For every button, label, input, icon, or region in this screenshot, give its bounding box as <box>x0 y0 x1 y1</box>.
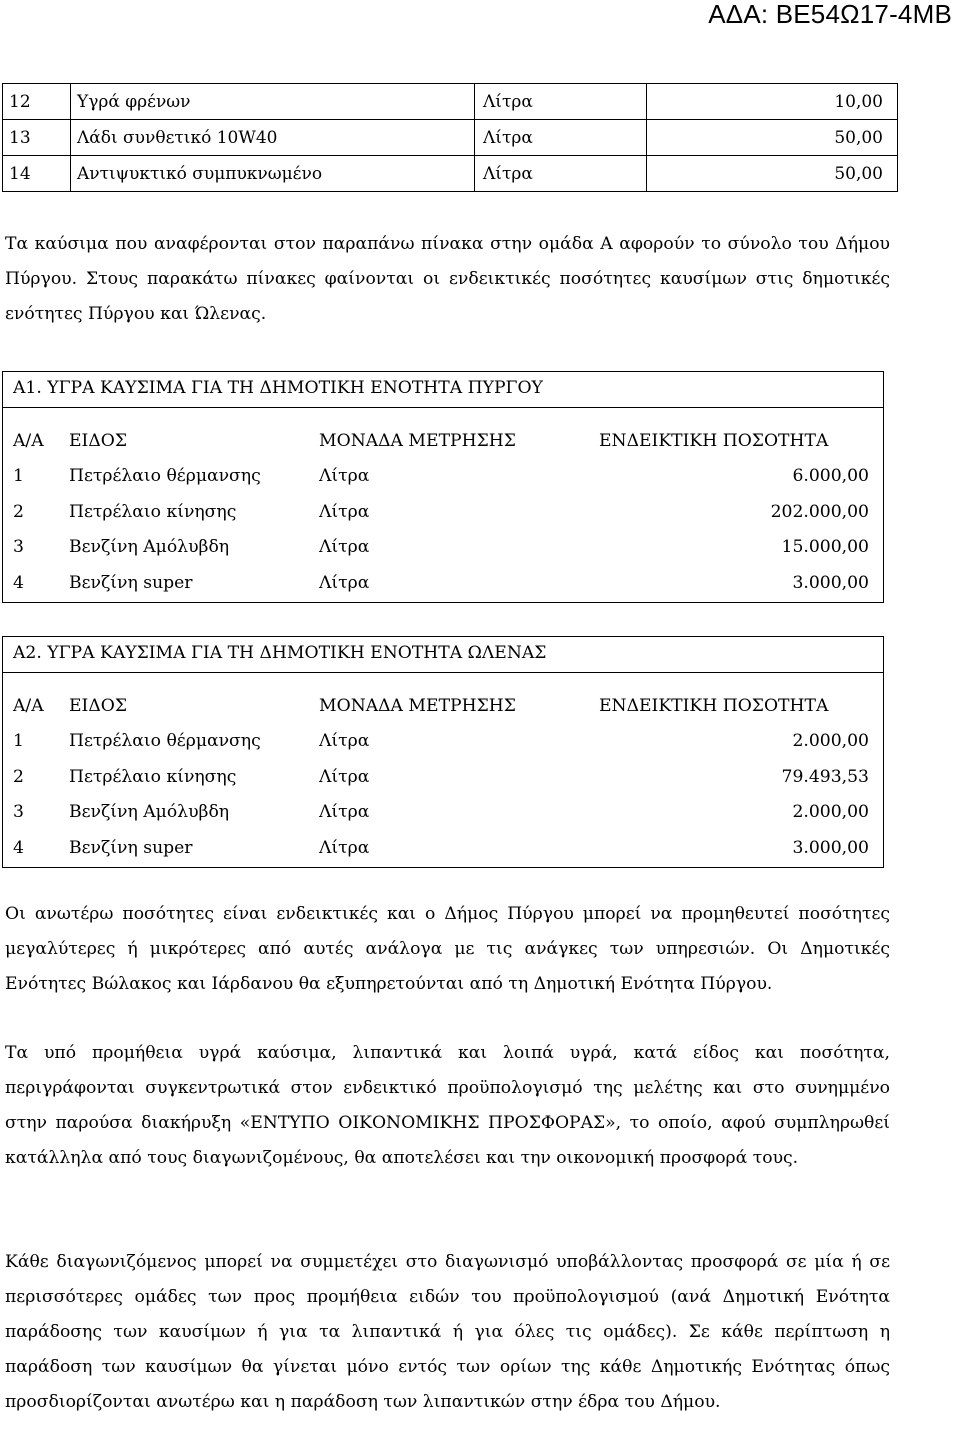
item-name: Πετρέλαιο θέρμανσης <box>69 731 261 751</box>
item-quantity: 3.000,00 <box>792 838 869 858</box>
item-unit: Λίτρα <box>319 731 370 751</box>
table-row <box>3 120 898 156</box>
lubricants-table <box>2 83 898 192</box>
item-unit: Λίτρα <box>475 84 647 120</box>
item-unit: Λίτρα <box>319 838 370 858</box>
table-header-row <box>3 690 883 725</box>
row-number: 3 <box>13 802 24 822</box>
header-item: ΕΙΔΟΣ <box>69 431 127 451</box>
table-row <box>3 531 883 566</box>
item-unit: Λίτρα <box>319 802 370 822</box>
fuel-table-olena <box>2 636 884 868</box>
row-number: 12 <box>3 84 71 120</box>
item-quantity: 79.493,53 <box>781 767 869 787</box>
item-quantity: 10,00 <box>647 84 898 120</box>
header-no: Α/Α <box>13 696 44 716</box>
item-unit: Λίτρα <box>319 466 370 486</box>
table-caption: Α2. ΥΓΡΑ ΚΑΥΣΙΜΑ ΓΙΑ ΤΗ ΔΗΜΟΤΙΚΗ ΕΝΟΤΗΤΑ ΩΛΕΝΑΣ <box>13 643 547 663</box>
row-number: 4 <box>13 838 24 858</box>
row-number: 2 <box>13 502 24 522</box>
item-quantity: 50,00 <box>647 156 898 192</box>
row-number: 1 <box>13 466 24 486</box>
item-name: Βενζίνη Αμόλυβδη <box>69 802 230 822</box>
item-unit: Λίτρα <box>319 537 370 557</box>
table-row <box>3 761 883 796</box>
item-name: Βενζίνη Αμόλυβδη <box>69 537 230 557</box>
ada-code: ΑΔΑ: ΒΕ54Ω17-4ΜΒ <box>708 0 952 29</box>
table-caption: Α1. ΥΓΡΑ ΚΑΥΣΙΜΑ ΓΙΑ ΤΗ ΔΗΜΟΤΙΚΗ ΕΝΟΤΗΤΑ ΠΥΡΓΟΥ <box>13 378 543 398</box>
paragraph-quantities-note: Οι ανωτέρω ποσότητες είναι ενδεικτικές και ο Δήμος Πύργου μπορεί να προμηθευτεί ποσότητες μεγαλύτερες ή μικρότερες από αυτές ανάλογα με τις ανάγκες των υπηρεσιών. Οι Δημοτικές Ενότητες Βώλακος και Ιάρδανου θα εξυπηρετούνται από τη Δημοτική Ενότητα Πύργου. <box>5 904 890 994</box>
item-quantity: 2.000,00 <box>792 731 869 751</box>
table-row <box>3 84 898 120</box>
paragraph-financial-offer: Τα υπό προμήθεια υγρά καύσιμα, λιπαντικά και λοιπά υγρά, κατά είδος και ποσότητα, περιγράφονται συγκεντρωτικά στον ενδεικτικό προϋπολογισμό της μελέτης και στο συνημμένο στην παρούσα διακήρυξη «ΕΝΤΥΠΟ ΟΙΚΟΝΟΜΙΚΗΣ ΠΡΟΣΦΟΡΑΣ», το οποίο, αφού συμπληρωθεί κατάλληλα από τους διαγωνιζομένους, θα αποτελέσει και την οικονομική προσφορά τους. <box>5 1043 890 1168</box>
item-name: Βενζίνη super <box>69 838 193 858</box>
item-name: Βενζίνη super <box>69 573 193 593</box>
table-row <box>3 796 883 831</box>
item-name: Αντιψυκτικό συμπυκνωμένο <box>71 156 475 192</box>
header-no: Α/Α <box>13 431 44 451</box>
row-number: 14 <box>3 156 71 192</box>
table-row <box>3 496 883 531</box>
table-row <box>3 725 883 760</box>
row-number: 3 <box>13 537 24 557</box>
item-name: Πετρέλαιο θέρμανσης <box>69 466 261 486</box>
table-row <box>3 156 898 192</box>
table-row <box>3 832 883 867</box>
item-quantity: 3.000,00 <box>792 573 869 593</box>
header-quantity: ΕΝΔΕΙΚΤΙΚΗ ΠΟΣΟΤΗΤΑ <box>599 431 829 451</box>
header-unit: ΜΟΝΑΔΑ ΜΕΤΡΗΣΗΣ <box>319 696 516 716</box>
item-quantity: 15.000,00 <box>781 537 869 557</box>
item-name: Υγρά φρένων <box>71 84 475 120</box>
item-quantity: 2.000,00 <box>792 802 869 822</box>
item-unit: Λίτρα <box>319 573 370 593</box>
row-number: 4 <box>13 573 24 593</box>
item-unit: Λίτρα <box>475 120 647 156</box>
row-number: 1 <box>13 731 24 751</box>
paragraph-fuel-scope: Τα καύσιμα που αναφέρονται στον παραπάνω πίνακα στην ομάδα Α αφορούν το σύνολο του Δήμου Πύργου. Στους παρακάτω πίνακες φαίνονται οι ενδεικτικές ποσότητες καυσίμων στις δημοτικές ενότητες Πύργου και Ώλενας. <box>5 234 890 324</box>
header-quantity: ΕΝΔΕΙΚΤΙΚΗ ΠΟΣΟΤΗΤΑ <box>599 696 829 716</box>
paragraph-participation: Κάθε διαγωνιζόμενος μπορεί να συμμετέχει στο διαγωνισμό υποβάλλοντας προσφορά σε μία ή σε περισσότερες ομάδες των προς προμήθεια ειδών του προϋπολογισμού (ανά Δημοτική Ενότητα παράδοσης των καυσίμων ή για τα λιπαντικά ή για όλες τις ομάδες). Σε κάθε περίπτωση η παράδοση των καυσίμων θα γίνεται μόνο εντός των ορίων της κάθε Δημοτικής Ενότητας όπως προσδιορίζονται ανωτέρω και η παράδοση των λιπαντικών στην έδρα του Δήμου. <box>5 1252 890 1412</box>
item-quantity: 6.000,00 <box>792 466 869 486</box>
table-row <box>3 460 883 495</box>
item-name: Πετρέλαιο κίνησης <box>69 502 237 522</box>
row-number: 2 <box>13 767 24 787</box>
item-name: Πετρέλαιο κίνησης <box>69 767 237 787</box>
table-row <box>3 567 883 602</box>
item-quantity: 202.000,00 <box>770 502 869 522</box>
item-quantity: 50,00 <box>647 120 898 156</box>
item-name: Λάδι συνθετικό 10W40 <box>71 120 475 156</box>
table-header-row <box>3 425 883 460</box>
item-unit: Λίτρα <box>319 767 370 787</box>
header-item: ΕΙΔΟΣ <box>69 696 127 716</box>
item-unit: Λίτρα <box>475 156 647 192</box>
row-number: 13 <box>3 120 71 156</box>
item-unit: Λίτρα <box>319 502 370 522</box>
header-unit: ΜΟΝΑΔΑ ΜΕΤΡΗΣΗΣ <box>319 431 516 451</box>
fuel-table-pyrgos <box>2 371 884 603</box>
